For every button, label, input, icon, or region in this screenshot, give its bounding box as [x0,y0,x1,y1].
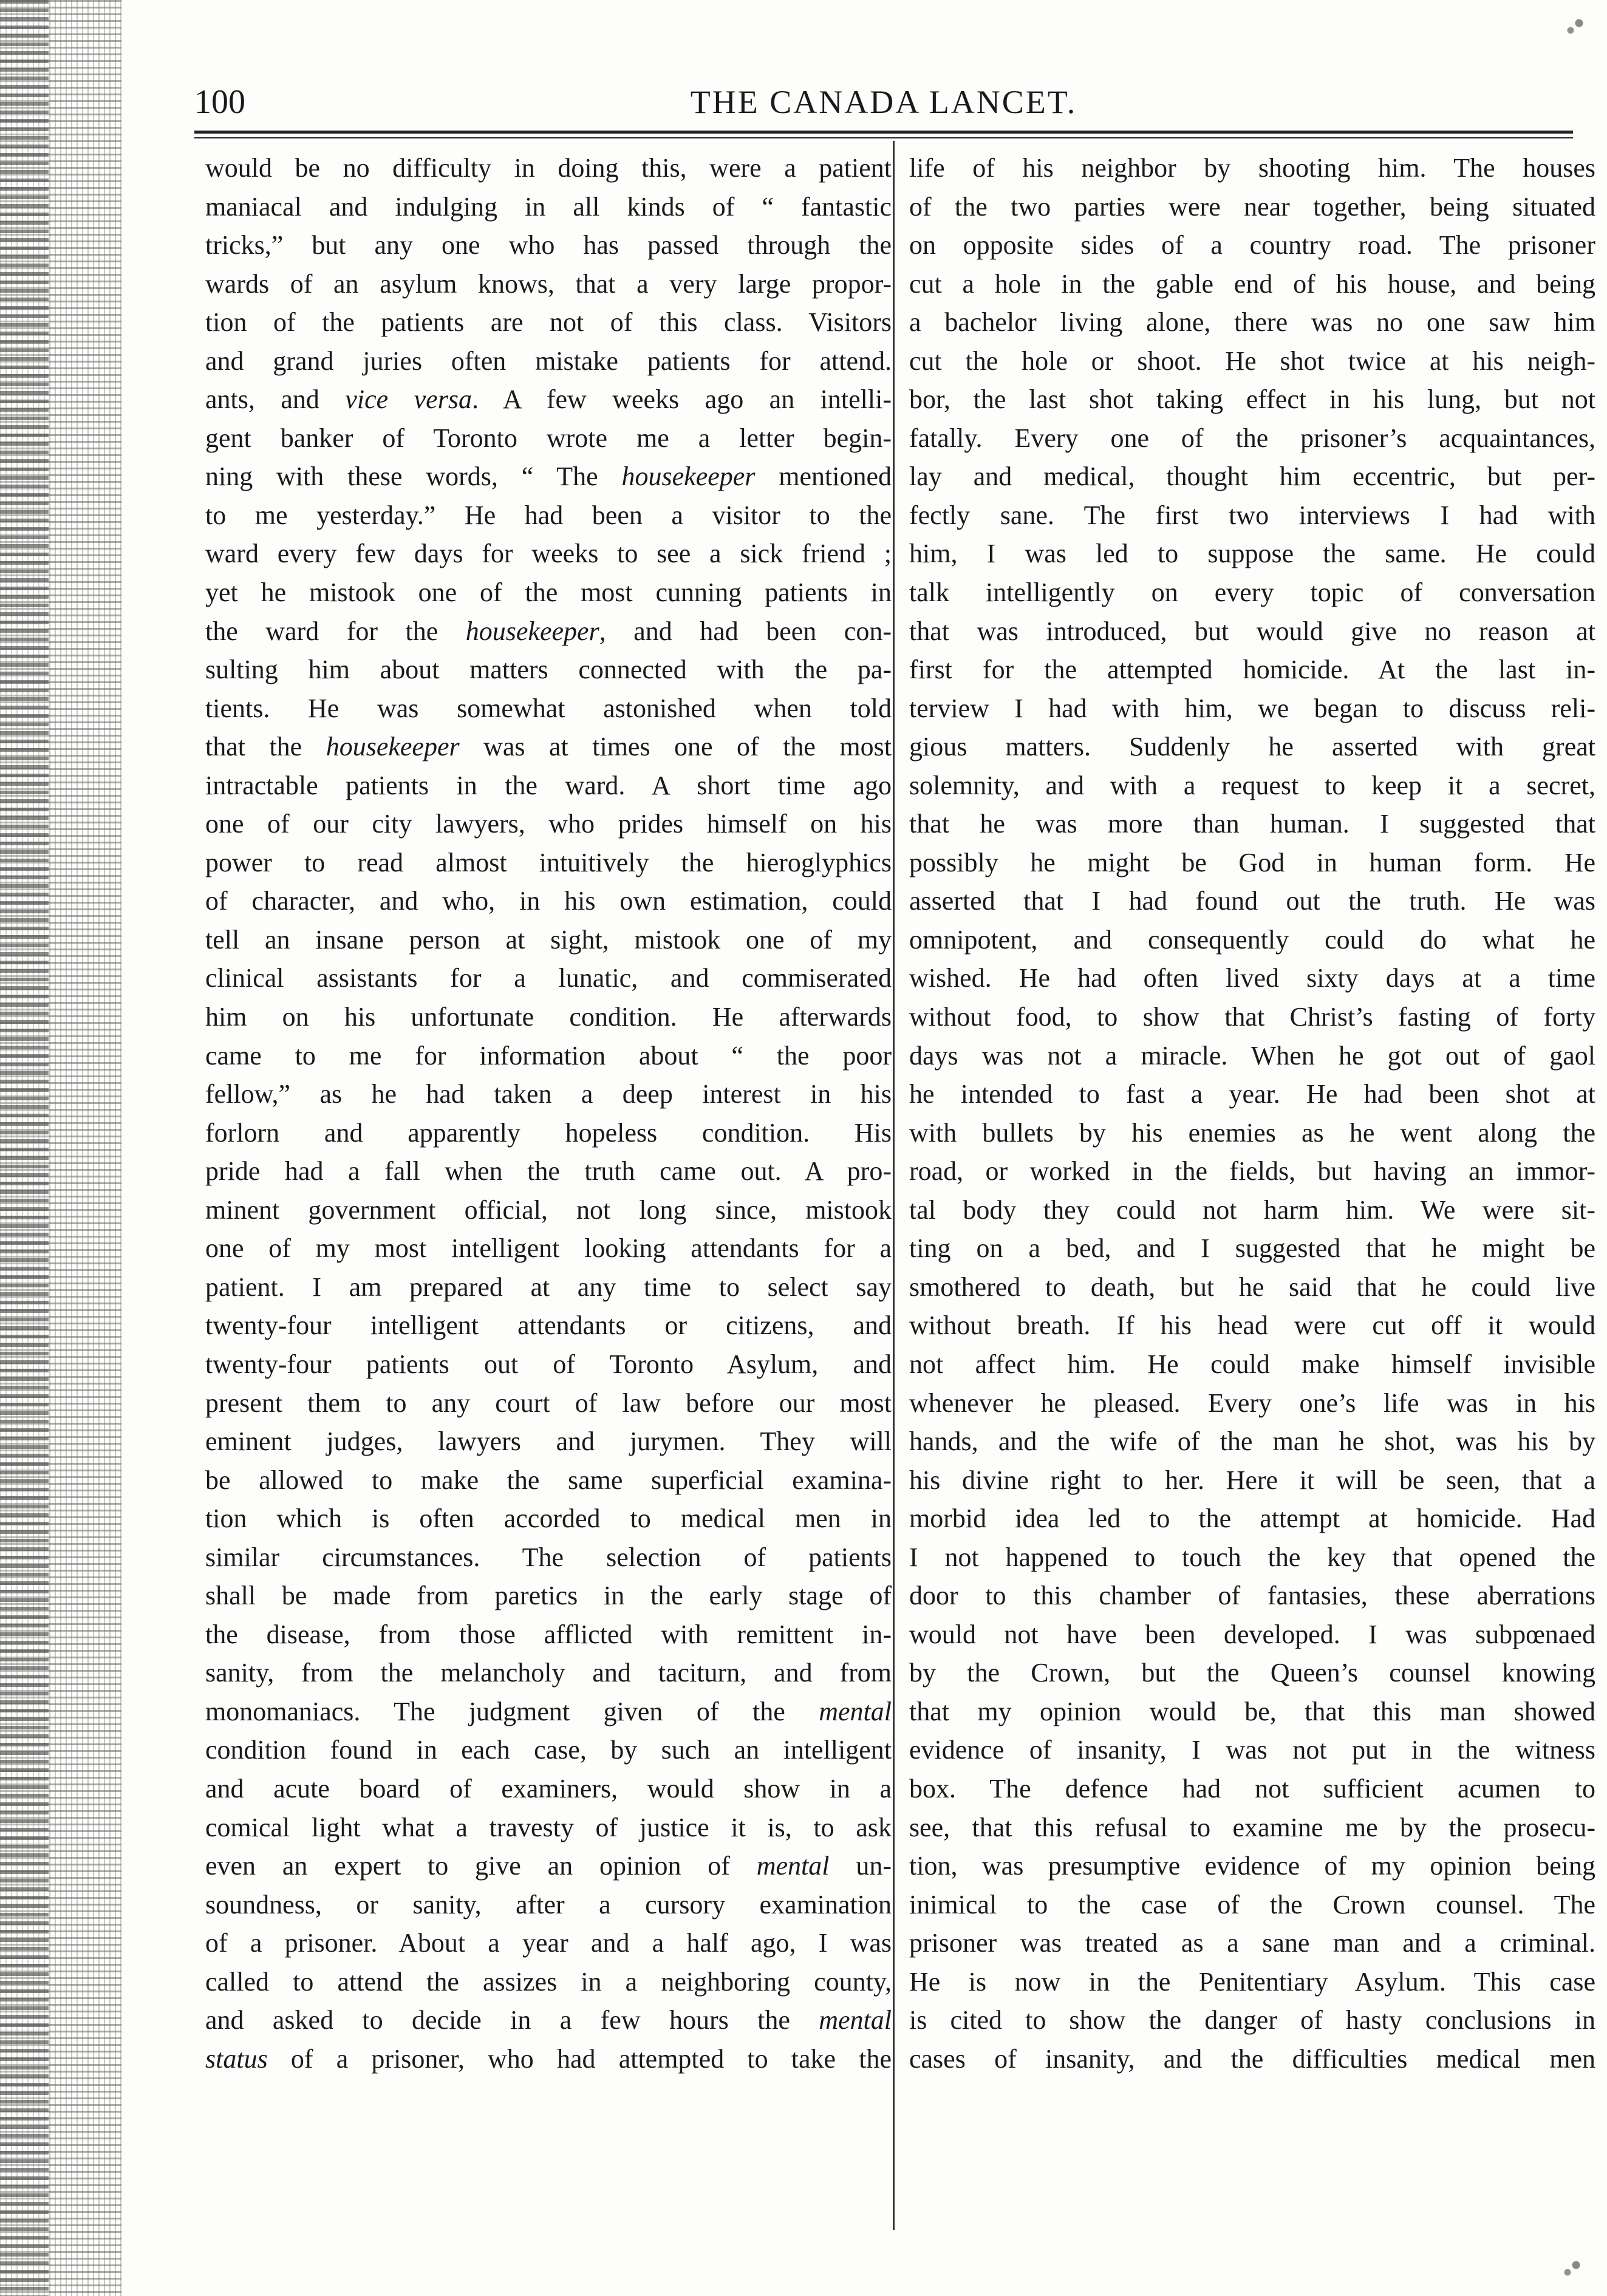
text-line: possibly he might be God in human form. He [909,847,1595,877]
text-line: box. The defence had not sufficient acumen to [909,1773,1595,1804]
text-line: fatally. Every one of the prisoner’s acquaintances, [909,423,1595,453]
text-line: he intended to fast a year. He had been shot at [909,1079,1595,1109]
text-line: lay and medical, thought him eccentric, but per- [909,462,1595,492]
text-line: tients. He was somewhat astonished when told [205,693,892,723]
text-line: one of our city lawyers, who prides himself on his [205,809,892,839]
left-text-column [205,149,892,2078]
text-line: soundness, or sanity, after a cursory examination [205,1889,892,1920]
text-line: first for the attempted homicide. At the last in- [909,655,1595,685]
text-line: forlorn and apparently hopeless condition. His [205,1117,892,1148]
text-line: condition found in each case, by such an intelligent [205,1735,892,1765]
header-rule-thick [194,131,1573,134]
text-line: ants, and vice versa. A few weeks ago an intelli- [205,384,892,415]
text-line: door to this chamber of fantasies, these aberrations [909,1581,1595,1611]
text-line: the disease, from those afflicted with remittent in- [205,1619,892,1649]
text-line: would be no difficulty in doing this, were a patient [205,153,892,183]
scan-speck-bottom-right [1555,2247,1597,2283]
text-line: gent banker of Toronto wrote me a letter begin- [205,423,892,453]
text-line: maniacal and indulging in all kinds of “ fantastic [205,191,892,222]
text-line: him on his unfortunate condition. He afterwards [205,1002,892,1032]
text-line: evidence of insanity, I was not put in the witness [909,1735,1595,1765]
text-line: patient. I am prepared at any time to select say [205,1272,892,1302]
text-line: comical light what a travesty of justice it is, to ask [205,1812,892,1842]
text-line: tal body they could not harm him. We were sit- [909,1194,1595,1225]
text-line: twenty-four intelligent attendants or citizens, and [205,1310,892,1341]
text-line: morbid idea led to the attempt at homicide. Had [909,1504,1595,1534]
text-line: sanity, from the melancholy and taciturn, and from [205,1658,892,1688]
text-line: cut a hole in the gable end of his house, and being [909,268,1595,299]
text-line: called to attend the assizes in a neighboring county, [205,1966,892,1997]
text-line: is cited to show the danger of hasty conclusions in [909,2005,1595,2035]
text-line: tion of the patients are not of this class. Visitors [205,307,892,338]
text-line: gious matters. Suddenly he asserted with great [909,732,1595,762]
text-line: without breath. If his head were cut off it would [909,1310,1595,1341]
text-line: with bullets by his enemies as he went along the [909,1117,1595,1148]
right-text-column [909,149,1595,2078]
text-line: tion, was presumptive evidence of my opinion being [909,1851,1595,1881]
text-line: He is now in the Penitentiary Asylum. This case [909,1966,1595,1997]
text-line: of the two parties were near together, being situated [909,191,1595,222]
text-line: and asked to decide in a few hours the mental [205,2005,892,2035]
text-line: ning with these words, “ The housekeeper mentioned [205,462,892,492]
text-line: power to read almost intuitively the hieroglyphics [205,847,892,877]
column-divider [893,141,895,2230]
text-line: bor, the last shot taking effect in his lung, but not [909,384,1595,415]
text-line: ward every few days for weeks to see a sick friend ; [205,539,892,569]
text-line: road, or worked in the fields, but having an immor- [909,1156,1595,1187]
text-line: be allowed to make the same superficial examina- [205,1465,892,1495]
text-line: tell an insane person at sight, mistook one of my [205,924,892,955]
text-line: omnipotent, and consequently could do what he [909,924,1595,955]
text-line: ting on a bed, and I suggested that he might be [909,1233,1595,1264]
text-line: the ward for the housekeeper, and had been con- [205,616,892,646]
text-line: sulting him about matters connected with the pa- [205,655,892,685]
text-line: cut the hole or shoot. He shot twice at his neigh- [909,346,1595,376]
page-header [194,78,1573,126]
text-line: his divine right to her. Here it will be seen, that a [909,1465,1595,1495]
text-line: whenever he pleased. Every one’s life was in his [909,1388,1595,1418]
text-line: days was not a miracle. When he got out of gaol [909,1040,1595,1071]
text-line: present them to any court of law before our most [205,1388,892,1418]
text-line: that the housekeeper was at times one of the most [205,732,892,762]
text-line: hands, and the wife of the man he shot, was his by [909,1426,1595,1457]
text-line: came to me for information about “ the poor [205,1040,892,1071]
scan-speck-top-right [1558,5,1600,41]
text-line: similar circumstances. The selection of patients [205,1542,892,1572]
text-line: a bachelor living alone, there was no one saw him [909,307,1595,338]
text-line: pride had a fall when the truth came out. A pro- [205,1156,892,1187]
text-line: life of his neighbor by shooting him. The houses [909,153,1595,183]
text-line: prisoner was treated as a sane man and a criminal. [909,1928,1595,1958]
text-line: not affect him. He could make himself invisible [909,1349,1595,1379]
text-line: one of my most intelligent looking attendants for a [205,1233,892,1264]
text-line: tion which is often accorded to medical men in [205,1504,892,1534]
text-line: asserted that I had found out the truth. He was [909,886,1595,916]
text-line: him, I was led to suppose the same. He could [909,539,1595,569]
text-line: cases of insanity, and the difficulties medical men [909,2043,1595,2074]
text-line: on opposite sides of a country road. The prisoner [909,230,1595,261]
text-line: shall be made from paretics in the early stage of [205,1581,892,1611]
page-number: 100 [194,83,245,121]
scanned-binding-edge [0,0,121,2296]
text-line: of a prisoner. About a year and a half ago, I was [205,1928,892,1958]
text-line: without food, to show that Christ’s fasting of forty [909,1002,1595,1032]
text-line: solemnity, and with a request to keep it a secret, [909,770,1595,800]
text-line: smothered to death, but he said that he could live [909,1272,1595,1302]
text-line: minent government official, not long since, mistook [205,1194,892,1225]
text-line: fectly sane. The first two interviews I had with [909,500,1595,530]
text-line: and acute board of examiners, would show in a [205,1773,892,1804]
header-rule-thin [194,137,1573,138]
text-line: see, that this refusal to examine me by the prosecu- [909,1812,1595,1842]
text-line: clinical assistants for a lunatic, and commiserated [205,963,892,993]
text-line: fellow,” as he had taken a deep interest in his [205,1079,892,1109]
text-line: would not have been developed. I was subpœnaed [909,1619,1595,1649]
text-line: talk intelligently on every topic of conversation [909,577,1595,608]
journal-title: THE CANADA LANCET. [690,84,1077,120]
text-line: intractable patients in the ward. A short time ago [205,770,892,800]
text-line: terview I had with him, we began to discuss reli- [909,693,1595,723]
text-line: twenty-four patients out of Toronto Asylum, and [205,1349,892,1379]
text-line: yet he mistook one of the most cunning patients in [205,577,892,608]
text-line: by the Crown, but the Queen’s counsel knowing [909,1658,1595,1688]
text-line: that he was more than human. I suggested that [909,809,1595,839]
text-line: monomaniacs. The judgment given of the mental [205,1696,892,1726]
text-line: that my opinion would be, that this man showed [909,1696,1595,1726]
text-line: even an expert to give an opinion of mental un- [205,1851,892,1881]
text-line: that was introduced, but would give no reason at [909,616,1595,646]
text-line: inimical to the case of the Crown counsel. The [909,1889,1595,1920]
text-line: wished. He had often lived sixty days at a time [909,963,1595,993]
text-line: I not happened to touch the key that opened the [909,1542,1595,1572]
text-line: of character, and who, in his own estimation, could [205,886,892,916]
text-line: wards of an asylum knows, that a very large propor- [205,268,892,299]
text-line: eminent judges, lawyers and jurymen. They will [205,1426,892,1457]
text-line: status of a prisoner, who had attempted to take the [205,2043,892,2074]
text-line: and grand juries often mistake patients for attend. [205,346,892,376]
text-line: to me yesterday.” He had been a visitor to the [205,500,892,530]
text-line: tricks,” but any one who has passed through the [205,230,892,261]
